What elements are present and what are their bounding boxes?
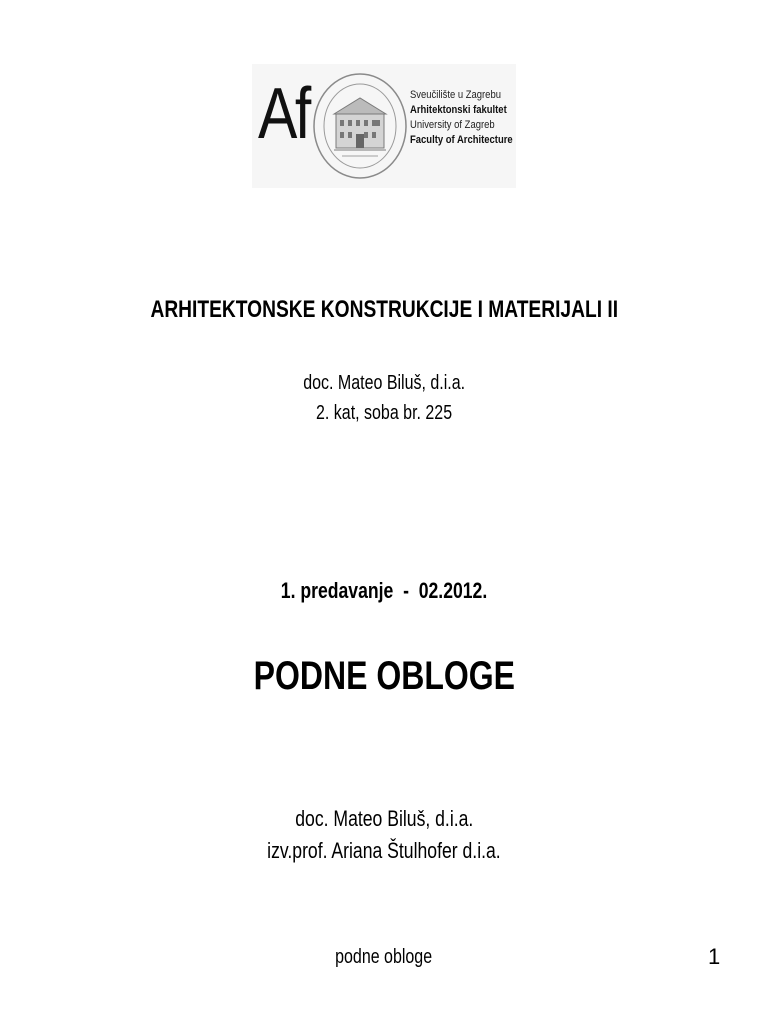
page-number: 1 bbox=[708, 944, 721, 969]
page-title bbox=[0, 654, 768, 699]
page-title-text: PODNE OBLOGE bbox=[253, 654, 515, 698]
lecture-label-text: 1. predavanje - 02.2012. bbox=[280, 578, 488, 603]
footer-topic-text: podne obloge bbox=[335, 946, 433, 968]
footer-topic bbox=[0, 946, 768, 969]
author-2-text: izv.prof. Ariana Štulhofer d.i.a. bbox=[267, 838, 501, 863]
lecturer-name-text: doc. Mateo Biluš, d.i.a. bbox=[303, 372, 465, 394]
logo-faculty-hr: Arhitektonski fakultet bbox=[410, 104, 507, 116]
author-1 bbox=[0, 806, 768, 832]
course-title-text: ARHITEKTONSKE KONSTRUKCIJE I MATERIJALI II bbox=[150, 296, 618, 323]
lecturer-room-text: 2. kat, soba br. 225 bbox=[315, 402, 453, 424]
logo-text bbox=[410, 88, 513, 148]
logo-faculty-en: Faculty of Architecture bbox=[410, 134, 513, 146]
course-title bbox=[0, 296, 768, 324]
lecturer-room bbox=[0, 402, 768, 425]
lecture-label bbox=[0, 578, 768, 604]
logo-university-hr: Sveučilište u Zagrebu bbox=[410, 89, 501, 101]
logo-university-en: University of Zagreb bbox=[410, 119, 495, 131]
logo-af-mark: Af bbox=[258, 74, 309, 154]
faculty-logo bbox=[252, 64, 516, 188]
author-1-text: doc. Mateo Biluš, d.i.a. bbox=[294, 806, 474, 831]
author-2 bbox=[0, 838, 768, 864]
lecturer-name bbox=[0, 372, 768, 395]
university-seal-icon bbox=[310, 70, 410, 182]
